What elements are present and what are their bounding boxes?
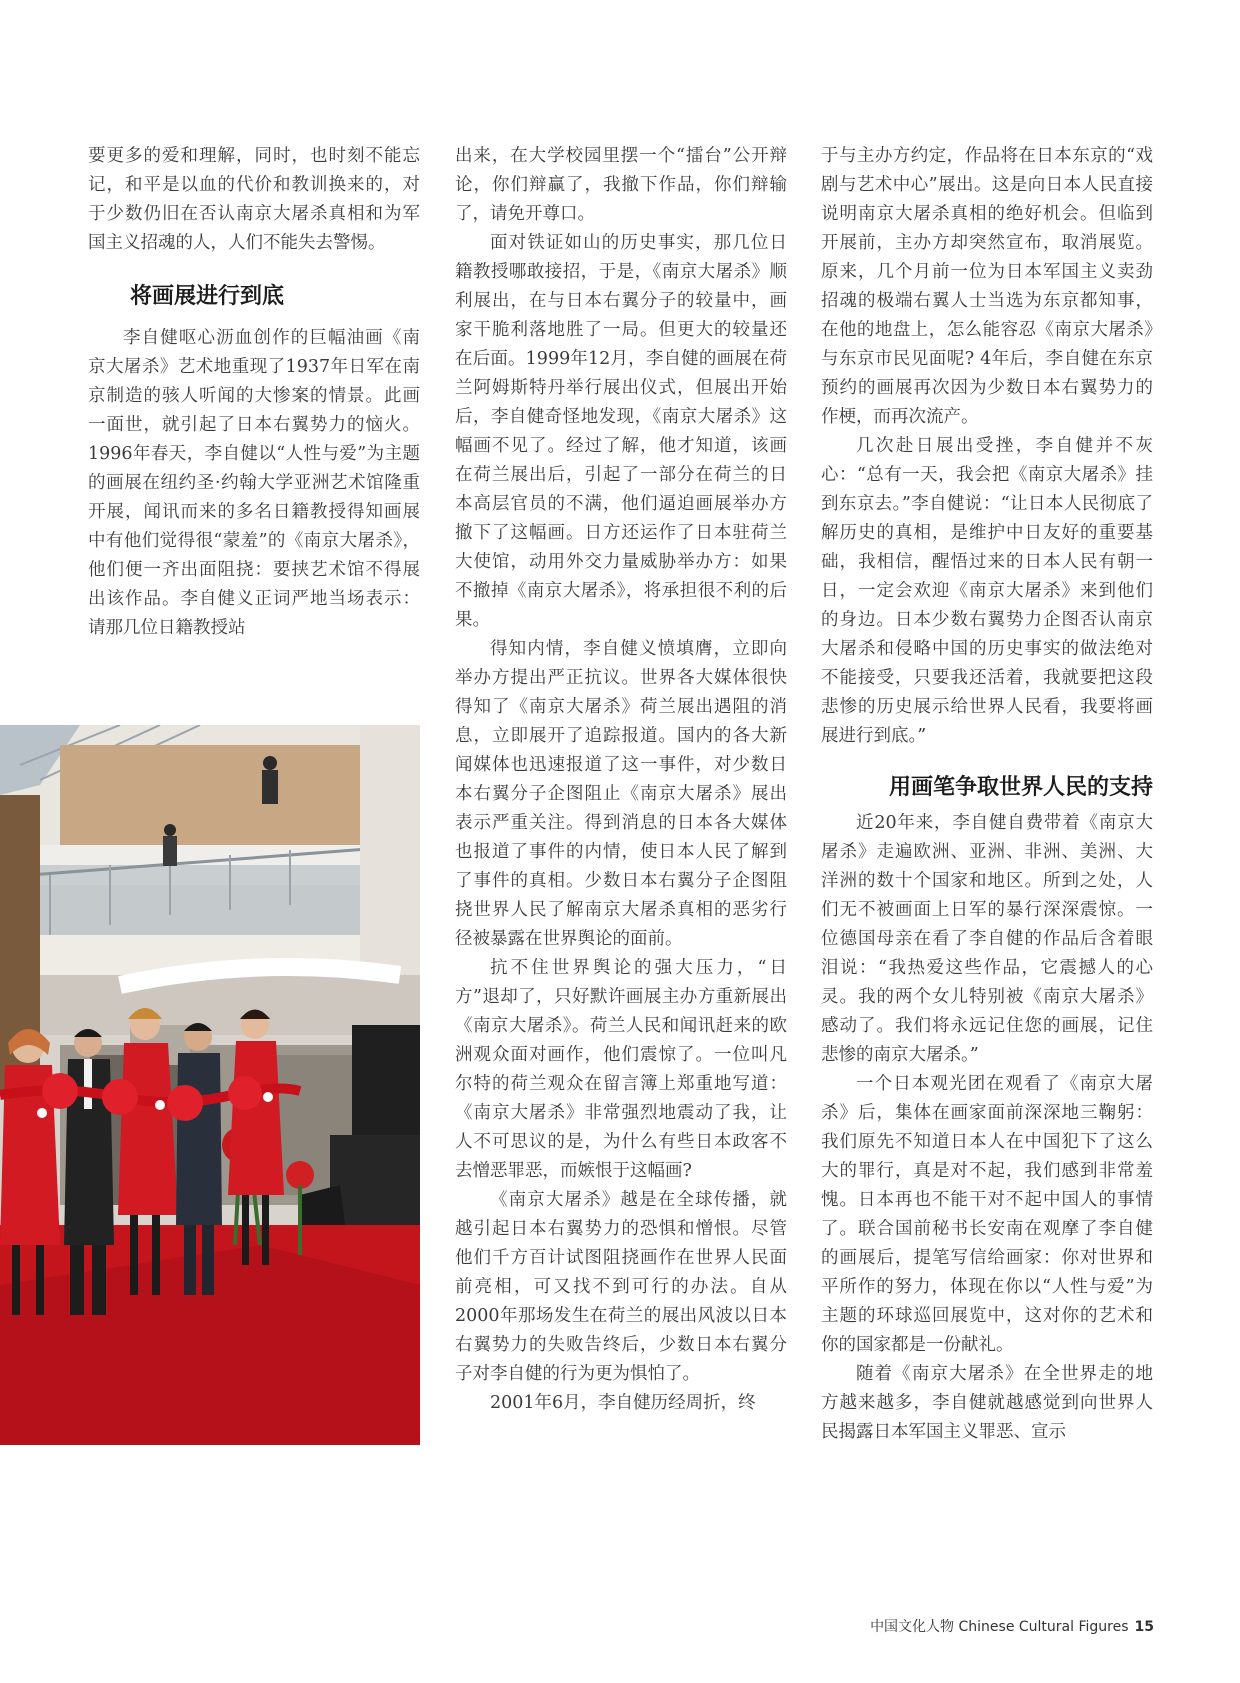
text-column-2 <box>455 142 787 1418</box>
paragraph: 几次赴日展出受挫，李自健并不灰心：“总有一天，我会把《南京大屠杀》挂到东京去。”李自健说：“让日本人民彻底了解历史的真相，是维护中日友好的重要基础，我相信，醒悟过来的日本人民有朝一日，一定会欢迎《南京大屠杀》来到他们的身边。日本少数右翼势力企图否认南京大屠杀和侵略中国的历史事实的做法绝对不能接受，只要我还活着，我就要把这段悲惨的历史展示给世界人民看，我要将画展进行到底。” <box>821 436 1153 746</box>
paragraph: 《南京大屠杀》越是在全球传播，就越引起日本右翼势力的恐惧和憎恨。尽管他们千方百计试图阻挠画作在世界人民面前亮相，可又找不到可行的办法。自从2000年那场发生在荷兰的展出风波以日本右翼势力的失败告终后，少数日本右翼分子对李自健的行为更为惧怕了。 <box>455 1190 787 1384</box>
paragraph: 一个日本观光团在观看了《南京大屠杀》后，集体在画家面前深深地三鞠躬：我们原先不知道日本人在中国犯下了这么大的罪行，真是对不起，我们感到非常羞愧。日本再也不能干对不起中国人的事情了。联合国前秘书长安南在观摩了李自健的画展后，提笔写信给画家：你对世界和平所作的努力，体现在你以“人性与爱”为主题的环球巡回展览中，这对你的艺术和你的国家都是一份献礼。 <box>821 1074 1153 1355</box>
text-column-3 <box>821 142 1153 1447</box>
paragraph: 随着《南京大屠杀》在全世界走的地方越来越多，李自健就越感觉到向世界人民揭露日本军国主义罪恶、宣示 <box>821 1364 1153 1442</box>
magazine-name: 中国文化人物 Chinese Cultural Figures <box>870 1619 1129 1635</box>
photo-illustration <box>0 725 420 1522</box>
section-heading: 用画笔争取世界人民的支持 <box>888 775 1153 800</box>
paragraph: 要更多的爱和理解，同时，也时刻不能忘记，和平是以血的代价和教训换来的，对于少数仍旧在否认南京大屠杀真相和为军国主义招魂的人，人们不能失去警惕。 <box>88 146 420 253</box>
paragraph: 2001年6月，李自健历经周折，终 <box>490 1393 756 1413</box>
paragraph: 于与主办方约定，作品将在日本东京的“戏剧与艺术中心”展出。这是向日本人民直接说明南京大屠杀真相的绝好机会。但临到开展前，主办方却突然宣布，取消展览。原来，几个月前一位为日本军国主义卖劲招魂的极端右翼人士当选为东京都知事，在他的地盘上，怎么能容忍《南京大屠杀》与东京市民见面呢? 4年后，李自健在东京预约的画展再次因为少数日本右翼势力的作梗，而再次流产。 <box>821 146 1153 427</box>
paragraph: 得知内情，李自健义愤填膺，立即向举办方提出严正抗议。世界各大媒体很快得知了《南京大屠杀》荷兰展出遇阻的消息，立即展开了追踪报道。国内的各大新闻媒体也迅速报道了这一事件，对少数日本右翼分子企图阻止《南京大屠杀》展出表示严重关注。得到消息的日本各大媒体也报道了事件的内情，使日本人民了解到了事件的真相。少数日本右翼分子企图阻挠世界人民了解南京大屠杀真相的恶劣行径被暴露在世界舆论的面前。 <box>455 639 787 949</box>
paragraph: 抗不住世界舆论的强大压力，“日方”退却了，只好默许画展主办方重新展出《南京大屠杀》。荷兰人民和闻讯赶来的欧洲观众面对画作，他们震惊了。一位叫凡尔特的荷兰观众在留言簿上郑重地写道：《南京大屠杀》非常强烈地震动了我，让人不可思议的是，为什么有些日本政客不去憎恶罪恶，而嫉恨于这幅画? <box>455 958 787 1181</box>
paragraph: 出来，在大学校园里摆一个“擂台”公开辩论，你们辩赢了，我撤下作品，你们辩输了，请免开尊口。 <box>455 146 787 224</box>
page-number: 15 <box>1134 1619 1154 1635</box>
section-heading: 将画展进行到底 <box>130 284 285 309</box>
paragraph: 面对铁证如山的历史事实，那几位日籍教授哪敢接招，于是，《南京大屠杀》顺利展出，在与日本右翼分子的较量中，画家干脆利落地胜了一局。但更大的较量还在后面。1999年12月，李自健的画展在荷兰阿姆斯特丹举行展出仪式，但展出开始后，李自健奇怪地发现，《南京大屠杀》这幅画不见了。经过了解，他才知道，该画在荷兰展出后，引起了一部分在荷兰的日本高层官员的不满，他们逼迫画展举办方撤下了这幅画。日方还运作了日本驻荷兰大使馆，动用外交力量威胁举办方：如果不撤掉《南京大屠杀》，将承担很不利的后果。 <box>455 233 787 630</box>
paragraph: 近20年来，李自健自费带着《南京大屠杀》走遍欧洲、亚洲、非洲、美洲、大洋洲的数十个国家和地区。所到之处，人们无不被画面上日军的暴行深深震惊。一位德国母亲在看了李自健的作品后含着眼泪说：“我热爱这些作品，它震撼人的心灵。我的两个女儿特别被《南京大屠杀》感动了。我们将永远记住您的画展，记住悲惨的南京大屠杀。” <box>821 813 1153 1065</box>
page-footer <box>870 1616 1154 1636</box>
paragraph: 李自健呕心沥血创作的巨幅油画《南京大屠杀》艺术地重现了1937年日军在南京制造的骇人听闻的大惨案的情景。此画一面世，就引起了日本右翼势力的恼火。1996年春天，李自健以“人性与爱”为主题的画展在纽约圣·约翰大学亚洲艺术馆隆重开展，闻讯而来的多名日籍教授得知画展中有他们觉得很“蒙羞”的《南京大屠杀》，他们便一齐出面阻挠：要挟艺术馆不得展出该作品。李自健义正词严地当场表示：请那几位日籍教授站 <box>88 328 420 638</box>
text-column-1 <box>88 142 420 643</box>
ribbon-cutting-photo <box>0 725 420 1522</box>
